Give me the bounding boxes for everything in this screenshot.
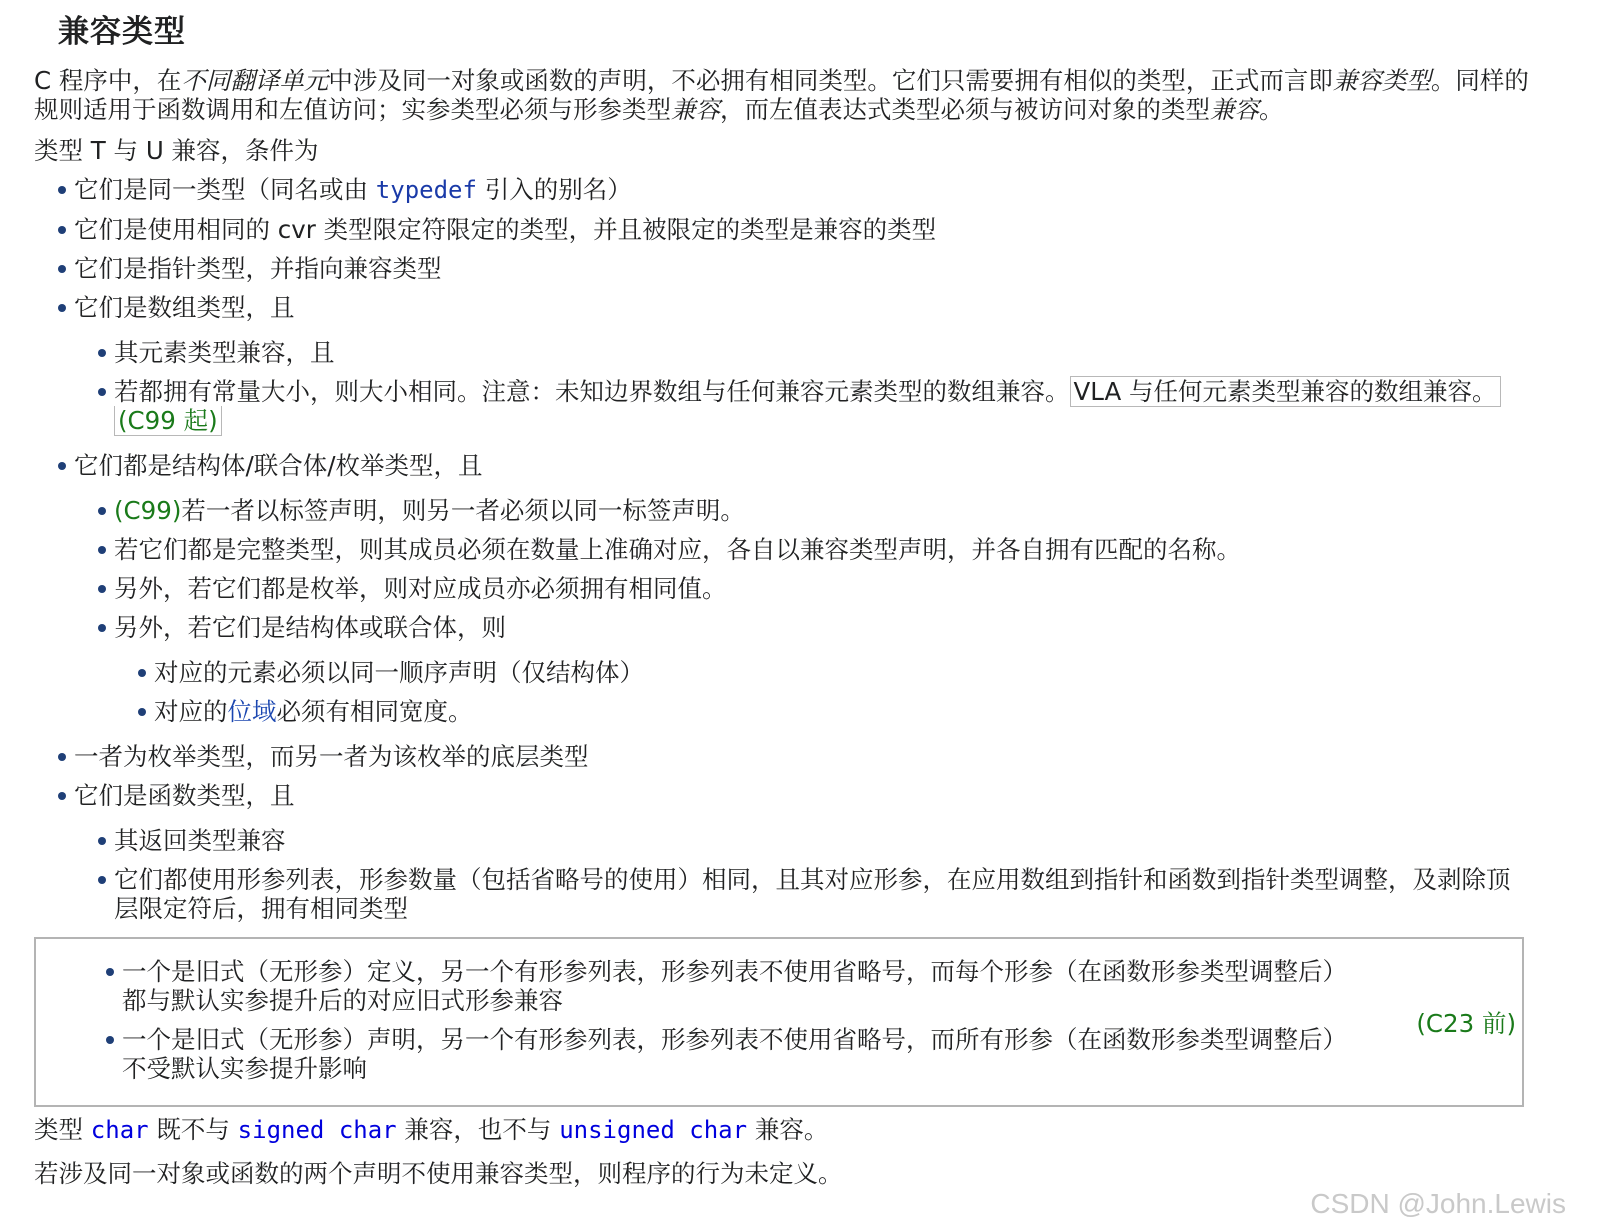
- bullet-icon: [98, 585, 106, 593]
- bullet-icon: [98, 388, 106, 396]
- list-item-struct-su: 另外，若它们是结构体或联合体，则 对应的元素必须以同一顺序声明（仅结构体） 对应的位域必须有相同宽度。: [34, 613, 1574, 726]
- list-item-struct-tag: (C99)若一者以标签声明，则另一者必须以同一标签声明。: [34, 496, 1574, 525]
- list-item-array: 它们是数组类型，且 其元素类型兼容，且 若都拥有常量大小，则大小相同。注意：未知边界数组与任何兼容元素类型的数组兼容。 VLA 与任何元素类型兼容的数组兼容。 (C99 起): [34, 293, 1574, 435]
- condition-intro: 类型 T 与 U 兼容，条件为: [34, 136, 319, 165]
- bullet-icon: [58, 265, 66, 273]
- bullet-icon: [106, 1036, 114, 1044]
- su-sublist: [114, 658, 1574, 726]
- undefined-behavior-note: 若涉及同一对象或函数的两个声明不使用兼容类型，则程序的行为未定义。: [34, 1159, 843, 1188]
- list-item-old-declaration: 一个是旧式（无形参）声明，另一个有形参列表，形参列表不使用省略号，而所有形参（在函数形参类型调整后）不受默认实参提升影响: [36, 1025, 1336, 1083]
- intro-text: 。: [1259, 95, 1284, 124]
- list-item-function-return: 其返回类型兼容: [34, 826, 1574, 855]
- list-item-enum-underlying: 一者为枚举类型，而另一者为该枚举的底层类型: [34, 742, 1574, 771]
- typedef-link[interactable]: typedef: [375, 176, 477, 204]
- keyword-signed-char[interactable]: signed char: [237, 1116, 397, 1144]
- intro-term-compatible-type: 兼容类型: [1332, 66, 1431, 95]
- list-item-array-size: 若都拥有常量大小，则大小相同。注意：未知边界数组与任何兼容元素类型的数组兼容。 VLA 与任何元素类型兼容的数组兼容。 (C99 起): [34, 377, 1574, 435]
- list-item-su-order: 对应的元素必须以同一顺序声明（仅结构体）: [34, 658, 1574, 687]
- list-item-struct-complete: 若它们都是完整类型，则其成员必须在数量上准确对应，各自以兼容类型声明，并各自拥有匹配的名称。: [34, 535, 1574, 564]
- list-item-function: 它们是函数类型，且 其返回类型兼容 它们都使用形参列表，形参数量（包括省略号的使用）相同，且其对应形参，在应用数组到指针和函数到指针类型调整，及剥除顶层限定符后，拥有相同类型: [34, 781, 1574, 923]
- list-item-struct: 它们都是结构体/联合体/枚举类型，且 (C99)若一者以标签声明，则另一者必须以同一标签声明。 若它们都是完整类型，则其成员必须在数量上准确对应，各自以兼容类型声明，并各自拥有匹配的名称。 另外，若它们都是枚举，则对应成员亦必须拥有相同值。 另外，若它们是结构体或联合体，则 对应的元素必须以同一顺序声明（仅结构体） 对应的位域必须有相同宽度。: [34, 451, 1574, 726]
- revision-box-c23: [34, 937, 1524, 1107]
- list-item-su-bitfield: 对应的位域必须有相同宽度。: [34, 697, 1574, 726]
- intro-term-compatible: 兼容: [1210, 95, 1259, 124]
- function-sublist: [74, 826, 1574, 923]
- intro-term-compatible: 兼容: [671, 95, 720, 124]
- bullet-icon: [98, 546, 106, 554]
- watermark: CSDN @John.Lewis: [1310, 1188, 1566, 1219]
- condition-list: [34, 175, 1574, 923]
- bullet-icon: [98, 349, 106, 357]
- bullet-icon: [138, 708, 146, 716]
- intro-text: 。同样的规则适用于函数调用和左值访问；实参类型必须与形参类型: [34, 66, 1529, 124]
- revision-badge: (C99): [114, 496, 182, 525]
- vla-note: VLA 与任何元素类型兼容的数组兼容。: [1070, 376, 1501, 407]
- list-item-array-elem: 其元素类型兼容，且: [34, 338, 1574, 367]
- list-item-same-type: 它们是同一类型（同名或由 typedef 引入的别名）: [34, 175, 1574, 205]
- section-heading: 兼容类型: [58, 14, 186, 50]
- intro-paragraph: [34, 66, 1534, 124]
- bullet-icon: [58, 753, 66, 761]
- bullet-icon: [98, 876, 106, 884]
- list-item-function-params: 它们都使用形参列表，形参数量（包括省略号的使用）相同，且其对应形参，在应用数组到指针和函数到指针类型调整，及剥除顶层限定符后，拥有相同类型: [34, 865, 1534, 923]
- bullet-icon: [58, 226, 66, 234]
- bullet-icon: [58, 304, 66, 312]
- revision-badge: (C99 起): [114, 406, 222, 436]
- bullet-icon: [58, 462, 66, 470]
- bullet-icon: [58, 186, 66, 194]
- struct-sublist: [74, 496, 1574, 726]
- bullet-icon: [58, 792, 66, 800]
- intro-text: 中涉及同一对象或函数的声明，不必拥有相同类型。它们只需要拥有相似的类型，正式而言即: [328, 66, 1333, 95]
- page: [34, 0, 1574, 1188]
- bullet-icon: [106, 968, 114, 976]
- list-item-old-definition: 一个是旧式（无形参）定义，另一个有形参列表，形参列表不使用省略号，而每个形参（在函数形参类型调整后）都与默认实参提升后的对应旧式形参兼容: [36, 957, 1336, 1015]
- array-sublist: [74, 338, 1574, 435]
- keyword-unsigned-char[interactable]: unsigned char: [559, 1116, 748, 1144]
- bullet-icon: [98, 624, 106, 632]
- list-item-pointer: 它们是指针类型，并指向兼容类型: [34, 254, 1574, 283]
- bullet-icon: [98, 507, 106, 515]
- intro-term-translation-unit: 不同翻译单元: [181, 66, 329, 95]
- bullet-icon: [138, 669, 146, 677]
- bitfield-link[interactable]: 位域: [227, 697, 277, 726]
- intro-text: ，而左值表达式类型必须与被访问对象的类型: [720, 95, 1210, 124]
- old-style-list: [36, 957, 1336, 1083]
- keyword-char[interactable]: char: [90, 1116, 149, 1144]
- revision-badge: (C23 前): [1416, 1009, 1516, 1038]
- list-item-struct-enum: 另外，若它们都是枚举，则对应成员亦必须拥有相同值。: [34, 574, 1574, 603]
- bullet-icon: [98, 837, 106, 845]
- intro-text: C 程序中，在: [34, 66, 182, 95]
- char-note: 类型 char 既不与 signed char 兼容，也不与 unsigned char 兼容。: [34, 1115, 829, 1144]
- list-item-cvr: 它们是使用相同的 cvr 类型限定符限定的类型，并且被限定的类型是兼容的类型: [34, 215, 1574, 244]
